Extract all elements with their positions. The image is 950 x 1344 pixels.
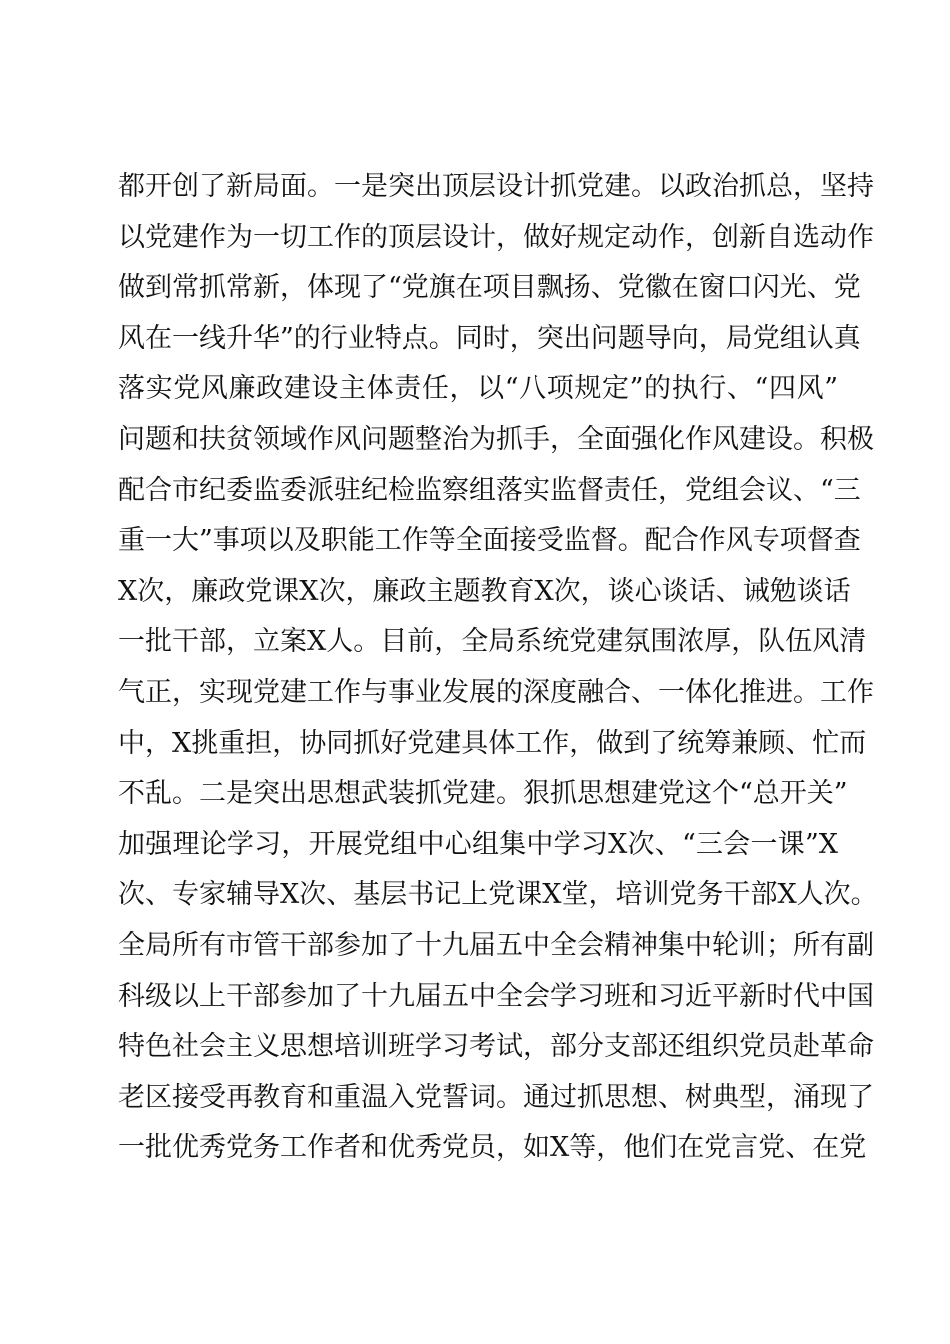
text-line: X次，廉政党课X次，廉政主题教育X次，谈心谈话、诫勉谈话 (118, 575, 851, 607)
text-line: 都开创了新局面。一是突出顶层设计抓党建。以政治抓总，坚持 (118, 171, 874, 202)
text-line: 风在一线升华”的行业特点。同时，突出问题导向，局党组认真 (118, 322, 861, 354)
text-line: 老区接受再教育和重温入党誓词。通过抓思想、树典型，涌现了 (118, 1081, 874, 1113)
body-paragraph (118, 162, 878, 1174)
text-line: 科级以上干部参加了十九届五中全会学习班和习近平新时代中国 (118, 980, 874, 1012)
text-line: 落实党风廉政建设主体责任，以“八项规定”的执行、“四风” (118, 373, 838, 405)
text-line: 特色社会主义思想培训班学习考试，部分支部还组织党员赴革命 (118, 1031, 874, 1063)
text-line: 问题和扶贫领域作风问题整治为抓手，全面强化作风建设。积极 (118, 423, 874, 455)
text-line: 一批优秀党务工作者和优秀党员，如X等，他们在党言党、在党 (118, 1132, 867, 1164)
text-line: 不乱。二是突出思想武装抓党建。狠抓思想建党这个“总开关” (118, 778, 848, 810)
text-line: 全局所有市管干部参加了十九届五中全会精神集中轮训；所有副 (118, 929, 874, 961)
text-line: 配合市纪委监委派驻纪检监察组落实监督责任，党组会议、“三 (118, 474, 861, 506)
text-line: 次、专家辅导X次、基层书记上党课X堂，培训党务干部X人次。 (118, 879, 878, 911)
text-line: 中，X挑重担，协同抓好党建具体工作，做到了统筹兼顾、忙而 (118, 727, 867, 759)
text-line: 重一大”事项以及职能工作等全面接受监督。配合作风专项督查 (118, 525, 861, 557)
text-line: 一批干部，立案X人。目前，全局系统党建氛围浓厚，队伍风清 (118, 626, 867, 658)
text-line: 做到常抓常新，体现了“党旗在项目飘扬、党徽在窗口闪光、党 (118, 272, 861, 304)
text-line: 以党建作为一切工作的顶层设计，做好规定动作，创新自选动作 (118, 221, 874, 253)
text-line: 加强理论学习，开展党组中心组集中学习X次、“三会一课”X (118, 828, 838, 860)
text-line: 气正，实现党建工作与事业发展的深度融合、一体化推进。工作 (118, 676, 874, 708)
